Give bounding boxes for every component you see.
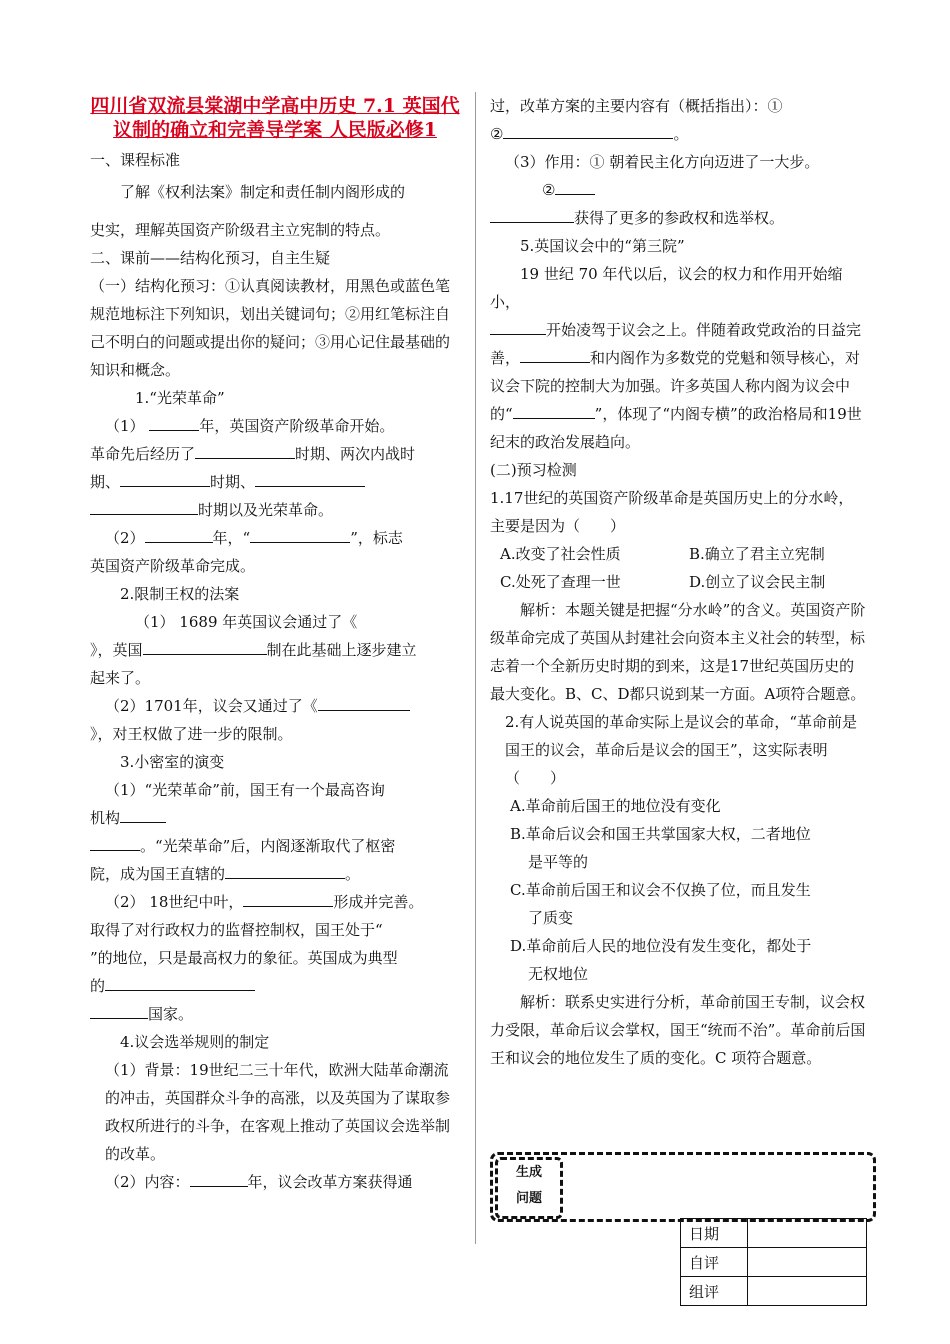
label-line-2: 问题 (515, 1191, 542, 1206)
q2-option-a[interactable]: A.革命前后国王的地位没有变化 (510, 797, 721, 815)
heading-preview: 二、课前——结构化预习，自主生疑 (90, 249, 331, 267)
q1-options-row-2 (490, 568, 868, 596)
s3-line-7: ”的地位，只是最高权力的象征。英国成为典型 (90, 949, 398, 967)
left-column (90, 92, 460, 1196)
q1-analysis: 解析：本题关键是把握“分水岭”的含义。英国资产阶级革命完成了英国从封建社会向资本主义社会的转型，标志着一个全新历史时期的到来，这是17世纪英国历史的最大变化。B、C、D都只说到某一方面。A项符合题意。 (490, 601, 866, 703)
s1-text: 年，“ (212, 529, 251, 547)
section-1-title: 1.“光荣革命” (135, 389, 225, 407)
blank-field[interactable] (250, 526, 350, 543)
blank-field[interactable] (503, 122, 673, 139)
r-text: ② (542, 181, 556, 199)
s3-line-2 (90, 804, 460, 832)
s1-text: ”，标志 (350, 529, 403, 547)
q2-option-d-cont: 无权地位 (528, 965, 589, 983)
heading-preview-check: (二)预习检测 (490, 461, 577, 479)
page-title: 四川省双流县棠湖中学高中历史 7.1 英国代议制的确立和完善导学案 人民版必修1 (90, 95, 460, 141)
s3-text: （2） 18世纪中叶， (105, 893, 244, 911)
q2-option-b[interactable]: B.革命后议会和国王共掌国家大权，二者地位 (510, 825, 811, 843)
q2-option-b-cont: 是平等的 (528, 853, 589, 871)
r-line-3: （3）作用：① 朝着民主化方向迈进了一大步。 (505, 153, 820, 171)
s3-line-8 (90, 972, 460, 1000)
q1-option-c[interactable]: C.处死了查理一世 (500, 573, 621, 591)
blank-field[interactable] (555, 178, 595, 195)
s2-line-2 (90, 636, 460, 664)
s1-text: 时期、两次内战时 (295, 445, 416, 463)
heading-course-standard: 一、课程标准 (90, 151, 181, 169)
blank-field[interactable] (90, 498, 198, 515)
standard-line-1: 了解《权利法案》制定和责任制内阁形成的 (120, 183, 406, 201)
s1-line-3 (90, 468, 460, 496)
eval-cell-date[interactable] (748, 1219, 867, 1248)
blank-field[interactable] (90, 834, 140, 851)
eval-label-self: 自评 (681, 1248, 748, 1277)
s1-line-4 (90, 496, 460, 524)
s1-line-1 (90, 412, 460, 440)
s3-text: 。 (345, 865, 361, 883)
s3-line-1: （1）“光荣革命”前，国王有一个最高咨询 (105, 781, 385, 799)
s1-label: （2） (105, 529, 145, 547)
s3-line-3 (90, 832, 460, 860)
r-text: ② (490, 125, 504, 143)
preview-instructions: （一）结构化预习：①认真阅读教材，用黑色或蓝色笔规范地标注下列知识，划出关键词句；②用红笔标注自己不明白的问题或提出你的疑问；③用心记住最基础的知识和概念。 (90, 277, 451, 379)
blank-field[interactable] (105, 974, 255, 991)
s1-text: 期、 (90, 473, 121, 491)
blank-field[interactable] (225, 862, 345, 879)
q2-option-d[interactable]: D.革命前后人民的地位没有发生变化，都处于 (510, 937, 812, 955)
blank-field[interactable] (243, 890, 333, 907)
s1-line-6: 英国资产阶级革命完成。 (90, 557, 256, 575)
r-line-4 (490, 176, 868, 204)
blank-field[interactable] (120, 470, 210, 487)
q2-analysis: 解析：联系史实进行分析，革命前国王专制，议会权力受限，革命后议会掌权，国王“统而不治”。革命前后国王和议会的地位发生了质的变化。C 项符合题意。 (490, 993, 866, 1067)
s3-text: 院，成为国王直辖的 (90, 865, 226, 883)
s2-line-4 (90, 692, 460, 720)
s3-text: 形成并完善。 (333, 893, 424, 911)
section-2-title: 2.限制王权的法案 (120, 585, 240, 603)
generated-questions-label (495, 1157, 563, 1219)
q1-options-row-1 (490, 540, 868, 568)
s2-text: （2）1701年，议会又通过了《 (105, 697, 318, 715)
r-text: 。 (673, 125, 689, 143)
blank-field[interactable] (318, 694, 410, 711)
question-2: 2.有人说英国的革命实际上是议会的革命，“革命前是国王的议会，革命后是议会的国王”，这实际表明 （ ） (505, 713, 857, 787)
label-line-1: 生成 (515, 1165, 542, 1180)
blank-field[interactable] (490, 206, 574, 223)
r-line-2 (490, 120, 868, 148)
eval-label-group: 组评 (681, 1277, 748, 1306)
eval-label-date: 日期 (681, 1219, 748, 1248)
blank-field[interactable] (255, 470, 365, 487)
q1-option-a[interactable]: A.改变了社会性质 (500, 545, 621, 563)
r-text: 获得了更多的参政权和选举权。 (574, 209, 785, 227)
s1-text: 时期、 (210, 473, 256, 491)
blank-field[interactable] (90, 1002, 148, 1019)
r-text: 开始凌驾于议会之上。伴随着政党政治的日益完善， (490, 321, 862, 367)
s5-body (490, 316, 868, 456)
s4-background: （1）背景：19世纪二三十年代，欧洲大陆革命潮流的冲击，英国群众斗争的高涨，以及英国为了谋取参政权所进行的斗争，在客观上推动了英国议会选举制的改革。 (105, 1061, 451, 1163)
blank-field[interactable] (513, 402, 595, 419)
s1-line-5 (90, 524, 460, 552)
q1-option-b[interactable]: B.确立了君主立宪制 (689, 545, 825, 563)
blank-field[interactable] (145, 526, 213, 543)
q2-option-c[interactable]: C.革命前后国王和议会不仅换了位，而且发生 (510, 881, 811, 899)
s1-text: 年，英国资产阶级革命开始。 (199, 417, 395, 435)
blank-field[interactable] (520, 346, 590, 363)
table-row (681, 1277, 867, 1306)
r-line-1: 过，改革方案的主要内容有（概括指出）：① (490, 97, 783, 115)
s4-text: （2）内容： (105, 1173, 190, 1191)
r-text: 和内阁作为多数党的党魁和领导核心，对议会下院的控制大为加强。许多英国人称内阁为议会中的“ (490, 349, 861, 423)
s3-line-4 (90, 860, 460, 888)
table-row (681, 1248, 867, 1277)
s3-text: 的 (90, 977, 106, 995)
standard-line-2: 史实，理解英国资产阶级君主立宪制的特点。 (90, 221, 391, 239)
s5-line-1: 19 世纪 70 年代以后，议会的权力和作用开始缩小， (490, 265, 843, 311)
eval-cell-self[interactable] (748, 1248, 867, 1277)
blank-field[interactable] (190, 1170, 248, 1187)
generated-questions-box[interactable] (490, 1152, 876, 1222)
s3-text: 机构 (90, 809, 121, 827)
blank-field[interactable] (195, 442, 295, 459)
s1-text: 革命先后经历了 (90, 445, 196, 463)
section-5-title: 5.英国议会中的“第三院” (520, 237, 685, 255)
evaluation-table (680, 1218, 867, 1306)
s3-line-6: 取得了对行政权力的监督控制权，国王处于“ (90, 921, 383, 939)
s2-line-1: （1） 1689 年英国议会通过了《 (135, 613, 358, 631)
s3-line-5 (90, 888, 460, 916)
s4-text: 年，议会改革方案获得通 (247, 1173, 413, 1191)
eval-cell-group[interactable] (748, 1277, 867, 1306)
table-row (681, 1219, 867, 1248)
blank-field[interactable] (149, 414, 199, 431)
s2-text: 》，英国 (90, 641, 143, 659)
s1-line-2 (90, 440, 460, 468)
r-text: ”，体现了“内阁专横”的政治格局和19世纪末的政治发展趋向。 (490, 405, 862, 451)
s3-text: 国家。 (148, 1005, 194, 1023)
blank-field[interactable] (143, 638, 267, 655)
section-3-title: 3.小密室的演变 (120, 753, 225, 771)
right-column (490, 92, 868, 1072)
s4-content (90, 1168, 460, 1196)
blank-field[interactable] (490, 318, 546, 335)
s2-line-5: 》，对王权做了进一步的限制。 (90, 725, 293, 743)
s3-text: 。“光荣革命”后，内阁逐渐取代了枢密 (140, 837, 396, 855)
question-1: 1.17世纪的英国资产阶级革命是英国历史上的分水岭，主要是因为（ ） (490, 489, 854, 535)
s2-text: 制在此基础上逐步建立 (266, 641, 417, 659)
r-line-5 (490, 204, 868, 232)
q1-option-d[interactable]: D.创立了议会民主制 (689, 573, 826, 591)
s1-text: 时期以及光荣革命。 (198, 501, 334, 519)
s1-label: （1） (105, 417, 145, 435)
column-divider (475, 92, 476, 1244)
blank-field[interactable] (120, 806, 166, 823)
s2-line-3: 起来了。 (90, 669, 151, 687)
q2-option-c-cont: 了质变 (528, 909, 574, 927)
s3-line-9 (90, 1000, 460, 1028)
section-4-title: 4.议会选举规则的制定 (120, 1033, 270, 1051)
